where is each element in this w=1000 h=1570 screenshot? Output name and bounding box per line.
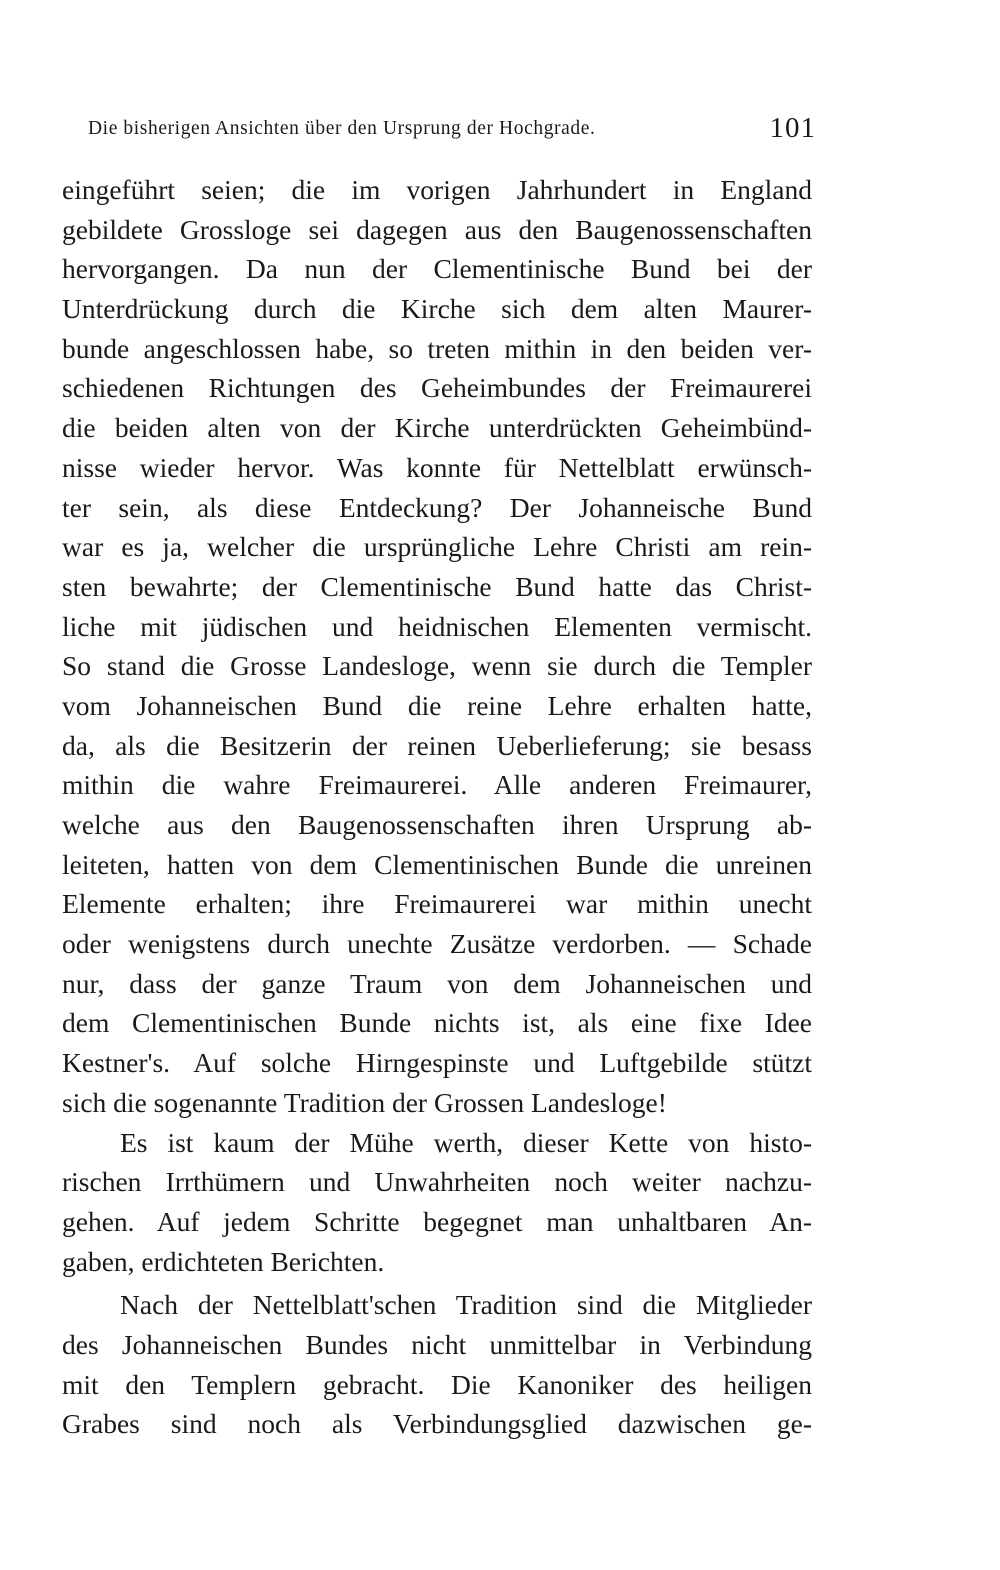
text-line: hervorgangen. Da nun der Clementinische Bund bei der	[62, 253, 812, 285]
text-line: Grabes sind noch als Verbindungsglied dazwischen ge-	[62, 1408, 812, 1440]
text-line: Nach der Nettelblatt'schen Tradition sind die Mitglieder	[120, 1289, 812, 1321]
text-line: Es ist kaum der Mühe werth, dieser Kette von histo-	[120, 1126, 812, 1158]
text-line: oder wenigstens durch unechte Zusätze verdorben. — Schade	[62, 928, 812, 960]
text-line: die beiden alten von der Kirche unterdrückten Geheimbünd-	[62, 412, 812, 444]
text-line: eingeführt seien; die im vorigen Jahrhundert in England	[62, 174, 812, 205]
text-line: da, als die Besitzerin der reinen Ueberlieferung; sie besass	[62, 729, 812, 761]
text-line: mithin die wahre Freimaurerei. Alle anderen Freimaurer,	[62, 769, 812, 801]
text-line: war es ja, welcher die ursprüngliche Lehre Christi am rein-	[62, 531, 812, 563]
text-line: sten bewahrte; der Clementinische Bund hatte das Christ-	[62, 570, 812, 602]
text-line: So stand die Grosse Landesloge, wenn sie durch die Templer	[62, 650, 812, 682]
text-line: vom Johanneischen Bund die reine Lehre erhalten hatte,	[62, 689, 812, 721]
text-line: leiteten, hatten von dem Clementinischen Bunde die unreinen	[62, 848, 812, 880]
text-line: dem Clementinischen Bunde nichts ist, als eine fixe Idee	[62, 1007, 812, 1039]
text-line: schiedenen Richtungen des Geheimbundes der Freimaurerei	[62, 372, 812, 404]
body-text	[62, 170, 812, 1444]
text-line: rischen Irrthümern und Unwahrheiten noch weiter nachzu-	[62, 1166, 812, 1198]
text-line: des Johanneischen Bundes nicht unmittelbar in Verbindung	[62, 1328, 812, 1360]
text-line: mit den Templern gebracht. Die Kanoniker des heiligen	[62, 1368, 812, 1400]
text-line: Elemente erhalten; ihre Freimaurerei war mithin unecht	[62, 888, 812, 920]
text-line: welche aus den Baugenossenschaften ihren Ursprung ab-	[62, 809, 812, 840]
running-head	[88, 112, 816, 152]
text-line: sich die sogenannte Tradition der Grossen Landesloge!	[62, 1086, 667, 1118]
text-line: gebildete Grossloge sei dagegen aus den Baugenossenschaften	[62, 213, 812, 245]
text-line: ter sein, als diese Entdeckung? Der Johanneische Bund	[62, 491, 812, 523]
text-line: Unterdrückung durch die Kirche sich dem alten Maurer-	[62, 293, 812, 325]
text-line: bunde angeschlossen habe, so treten mithin in den beiden ver-	[62, 332, 812, 364]
text-line: gehen. Auf jedem Schritte begegnet man unhaltbaren An-	[62, 1205, 812, 1237]
text-line: nisse wieder hervor. Was konnte für Nettelblatt erwünsch-	[62, 451, 812, 483]
text-line: nur, dass der ganze Traum von dem Johanneischen und	[62, 967, 812, 999]
text-line: Kestner's. Auf solche Hirngespinste und Luftgebilde stützt	[62, 1047, 812, 1079]
running-title: Die bisherigen Ansichten über den Ursprung der Hochgrade.	[88, 118, 596, 139]
text-line: gaben, erdichteten Berichten.	[62, 1245, 385, 1277]
text-line: liche mit jüdischen und heidnischen Elementen vermischt.	[62, 610, 812, 642]
page-number: 101	[769, 112, 816, 144]
